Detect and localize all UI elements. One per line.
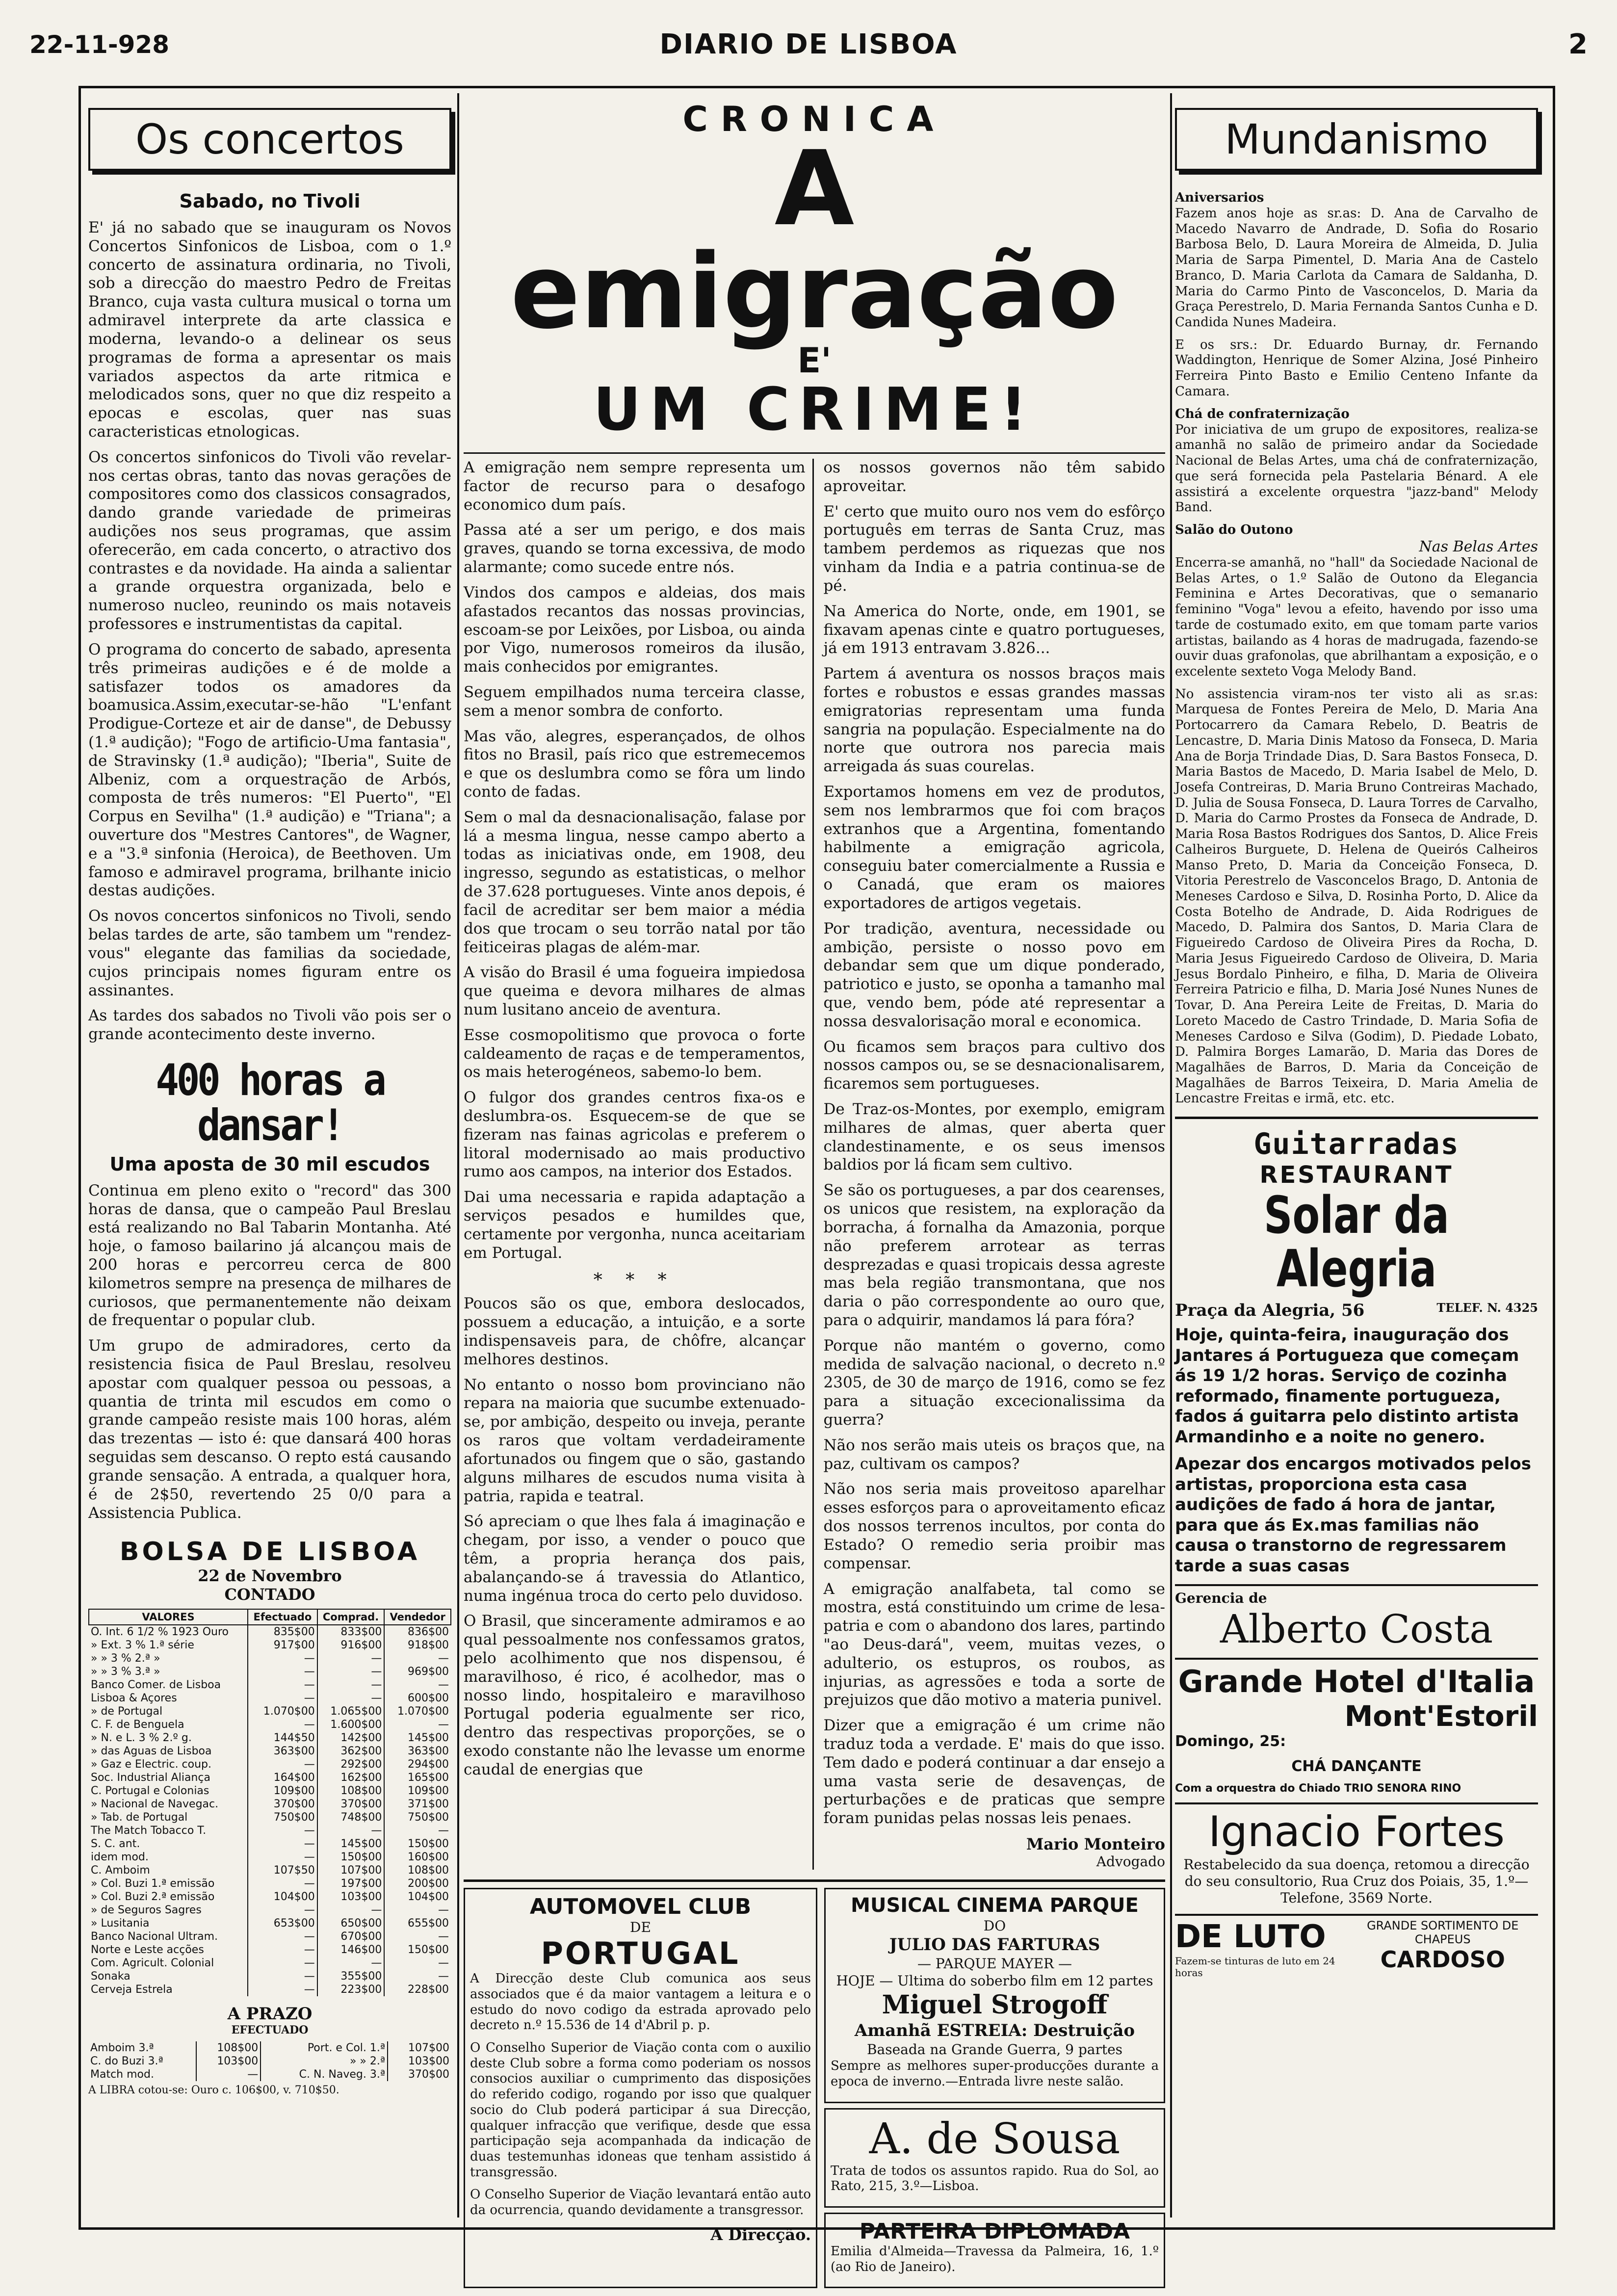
author-role: Advogado bbox=[1096, 1853, 1165, 1870]
table-cell: 109$00 bbox=[384, 1784, 451, 1798]
table-cell: » » 3 % 3.ª » bbox=[91, 1666, 160, 1678]
table-cell: Norte e Leste acções bbox=[91, 1944, 204, 1957]
automovel-paragraph: O Conselho Superior de Viação levantará então auto da ocurrencia, quando devidamente a transgressor. bbox=[470, 2187, 811, 2218]
table-row bbox=[88, 2068, 451, 2081]
cronica-column-2-wrapper bbox=[824, 459, 1166, 1870]
luto-right-text: GRANDE SORTIMENTO DE CHAPEUS bbox=[1367, 1918, 1519, 1946]
cinema-film bbox=[831, 1990, 1159, 2020]
bolsa-column-header: VALORES bbox=[89, 1609, 248, 1625]
hotel-name: Grande Hotel d'Italia bbox=[1178, 1664, 1535, 1700]
table-cell: C. Amboim bbox=[91, 1864, 150, 1877]
guitarradas-ad bbox=[1175, 1117, 1538, 1576]
table-cell: 107$50 bbox=[248, 1864, 317, 1877]
left-column bbox=[88, 93, 451, 2227]
table-cell: 146$00 bbox=[317, 1943, 385, 1957]
solar-alegria: Solar da Alegria bbox=[1264, 1185, 1449, 1299]
guitarradas-title: Guitarradas bbox=[1253, 1127, 1460, 1162]
bolsa-table bbox=[88, 1609, 451, 1996]
concertos-paragraph: Os novos concertos sinfonicos no Tivoli, sendo belas tardes de arte, são tambem um "rendez-vous" elegante das familias da sociedade, cujos principais nomes figuram entre os assinantes. bbox=[88, 907, 451, 999]
table-cell: 750$00 bbox=[248, 1811, 317, 1824]
table-cell: — bbox=[384, 1957, 451, 1970]
dansar-subtitle: Uma aposta de 30 mil escudos bbox=[109, 1153, 430, 1175]
parteira-ad bbox=[824, 2213, 1165, 2288]
luto-title: DE LUTO bbox=[1175, 1918, 1326, 1955]
sousa-text: Trata de todos os assuntos rapido. Rua do Sol, ao Rato, 215, 3.º—Lisboa. bbox=[831, 2163, 1159, 2194]
table-cell: 748$00 bbox=[317, 1811, 385, 1824]
cronica-label: CRONICA bbox=[682, 99, 946, 139]
table-cell: » » 3 % 2.ª » bbox=[91, 1652, 160, 1665]
table-cell: O. Int. 6 1/2 % 1923 Ouro bbox=[91, 1626, 229, 1639]
cronica-paragraph: Dai uma necessaria e rapida adaptação a serviços pesados e humildes que, certamente por vergonha, nunca aceitariam em Portugal. bbox=[464, 1188, 806, 1262]
table-cell: 107$00 bbox=[317, 1864, 385, 1877]
table-cell: 370$00 bbox=[388, 2068, 451, 2081]
column-rule-right bbox=[1170, 93, 1172, 2218]
table-cell: — bbox=[384, 1970, 451, 1983]
table-cell: — bbox=[317, 1824, 385, 1837]
table-row bbox=[89, 1917, 451, 1930]
table-row bbox=[89, 1639, 451, 1652]
cronica-paragraph: A visão do Brasil é uma fogueira impiedosa que queima e devora milhares de almas num lusitano anceio de aventura. bbox=[464, 964, 806, 1018]
cronica-paragraph: Por tradição, aventura, necessidade ou ambição, persiste o nosso povo em debandar sem que um dique ponderado, patriotico e justo, se oponha a tamanho mal que, vendo bem, póde até representar a nossa desvalorisação moral e economica. bbox=[823, 919, 1165, 1030]
bolsa-title: BOLSA DE LISBOA bbox=[119, 1537, 420, 1567]
cinema-ad bbox=[824, 1888, 1165, 2103]
cronica-column-1 bbox=[464, 459, 814, 1870]
table-cell: Com. Agricult. Colonial bbox=[91, 1957, 214, 1970]
automovel-de: DE bbox=[630, 1919, 651, 1936]
table-cell: 103$00 bbox=[196, 2055, 261, 2068]
cronica-paragraph: Sem o mal da desnacionalisação, falase por lá a mesma lingua, nesse campo aberto a todas as iniciativas onde, em 1908, deu ingresso, segundo as estatisticas, o melhor de 37.628 portugueses. Vinte anos depois, é facil de acreditar ser bem maior a média dos que trocam o seu torrão natal por tão feiticeiras plagas de além-mar. bbox=[464, 808, 806, 956]
table-cell: 150$00 bbox=[384, 1837, 451, 1851]
cinema-hoje: HOJE — Ultima do soberbo film em 12 partes bbox=[836, 1973, 1153, 1989]
bolsa-aprazo-table bbox=[88, 2041, 451, 2081]
table-row bbox=[89, 1731, 451, 1745]
parteira-title: PARTEIRA DIPLOMADA bbox=[859, 2218, 1130, 2244]
table-cell: 164$00 bbox=[248, 1771, 317, 1784]
luto-left bbox=[1175, 1919, 1348, 1979]
cinema-parque: — PARQUE MAYER — bbox=[917, 1956, 1072, 1972]
table-cell: 363$00 bbox=[248, 1745, 317, 1758]
table-cell: Sonaka bbox=[91, 1970, 130, 1983]
table-cell: 1.070$00 bbox=[248, 1705, 317, 1718]
table-cell: — bbox=[384, 1678, 451, 1692]
table-cell: 292$00 bbox=[317, 1758, 385, 1771]
table-row bbox=[88, 2041, 451, 2055]
cronica-paragraph: Vindos dos campos e aldeias, dos mais afastados recantos das nossas provincias, escoam-se por Leixões, por Lisboa, ou ainda por Vigo, numerosos romeiros da ilusão, mais conhecidos por emigrantes. bbox=[464, 583, 806, 676]
table-cell: — bbox=[248, 1877, 317, 1890]
table-cell: — bbox=[384, 1904, 451, 1917]
dansar-article bbox=[88, 1182, 451, 1523]
table-row bbox=[89, 1625, 451, 1639]
automovel-portugal: PORTUGAL bbox=[541, 1935, 740, 1972]
table-cell: 145$00 bbox=[317, 1837, 385, 1851]
guitarradas-text-1: Hoje, quinta-feira, inauguração dos Jantares á Portugueza que começam ás 19 1/2 horas. Serviço de cozinha reformado, finamente portugueza, fados á guitarra pelo distinto artista Armandinho e a noite no genero. bbox=[1175, 1325, 1519, 1447]
cronica-paragraph: A emigração nem sempre representa um factor de recurso para o desafogo economico dum país. bbox=[464, 459, 806, 514]
table-cell: » Col. Buzi 1.ª emissão bbox=[91, 1878, 215, 1890]
table-cell: 370$00 bbox=[317, 1798, 385, 1811]
cinema-sempre: Sempre as melhores super-producções durante a epoca de inverno.—Entrada livre neste salão. bbox=[831, 2059, 1159, 2089]
hotel-cha: CHÁ DANÇANTE bbox=[1291, 1757, 1422, 1775]
salao-heading: Salão do Outono bbox=[1175, 522, 1293, 537]
table-cell: 1.600$00 bbox=[317, 1718, 385, 1731]
table-cell: 750$00 bbox=[384, 1811, 451, 1824]
table-cell: — bbox=[248, 1692, 317, 1705]
table-cell: — bbox=[317, 1678, 385, 1692]
cronica-paragraph: O fulgor dos grandes centros fixa-os e deslumbra-os. Esquecem-se de que se fizeram nas fainas agricolas e preferem o litoral modernisado ao mais productivo rumo aos campos, na interior dos Estados. bbox=[464, 1089, 806, 1181]
table-cell: Soc. Industrial Aliança bbox=[91, 1772, 210, 1784]
table-cell: — bbox=[248, 1851, 317, 1864]
cinema-film-title: Miguel Strogoff bbox=[882, 1990, 1108, 2020]
cronica-paragraph: E' certo que muito ouro nos vem do esfôrço português em terras de Santa Cruz, mas tambem perdemos as riquezas que nos vinham da India e a patria continua-se de pé. bbox=[823, 502, 1165, 595]
concertos-paragraph: As tardes dos sabados no Tivoli vão pois ser o grande acontecimento deste inverno. bbox=[88, 1007, 451, 1044]
table-row bbox=[89, 1811, 451, 1824]
table-row bbox=[89, 1970, 451, 1983]
cinema-amanha-text: Amanhã ESTREIA: Destruição bbox=[854, 2021, 1135, 2041]
table-cell: — bbox=[248, 1652, 317, 1665]
page-number: 2 bbox=[1568, 28, 1588, 60]
table-cell: Amboim 3.ª bbox=[90, 2042, 154, 2055]
guitarradas-address-row bbox=[1175, 1301, 1538, 1320]
sousa-name: A. de Sousa bbox=[869, 2114, 1121, 2164]
table-cell: 144$50 bbox=[248, 1731, 317, 1745]
table-cell: Banco Nacional Ultram. bbox=[91, 1931, 218, 1943]
table-cell: 108$00 bbox=[196, 2041, 261, 2055]
gerencia-label: Gerencia de bbox=[1175, 1590, 1267, 1607]
table-cell: 165$00 bbox=[384, 1771, 451, 1784]
cronica-paragraph: Partem á aventura os nossos braços mais fortes e robustos e essas grandes massas emigratorias representam uma funda sangria na população. Especialmente na do norte que outrora nos parecia mais arreigada ás suas courelas. bbox=[823, 665, 1165, 776]
table-cell: 107$00 bbox=[388, 2041, 451, 2055]
table-cell: » das Aguas de Lisboa bbox=[91, 1745, 212, 1758]
bolsa-column-header: Comprad. bbox=[317, 1609, 385, 1625]
table-row bbox=[89, 1851, 451, 1864]
fortes-text: Restabelecido da sua doença, retomou a direcção do seu consultorio, Rua Cruz dos Poiais, 35, 1.º—Telefone, 3569 Norte. bbox=[1183, 1856, 1530, 1906]
table-cell: Lisboa & Açores bbox=[91, 1692, 177, 1705]
cronica-paragraph: No entanto o nosso bom provinciano não repara na maioria que sucumbe extenuado-se, por ambição, despeito ou inveja, perante os raros que voltam verdadeiramente afortunados ou fingem que o são, gastando alguns milhares de escudos numa visita à patria, rapida e teatral. bbox=[464, 1376, 806, 1505]
cronica-paragraph: Ou ficamos sem braços para cultivo dos nossos campos ou, se se desnacionalisarem, ficaremos sem portugueses. bbox=[823, 1038, 1165, 1093]
table-cell: 363$00 bbox=[384, 1745, 451, 1758]
dansar-paragraph: Continua em pleno exito o "record" das 300 horas de dansa, que o campeão Paul Breslau está realizando no Bal Tabarin Montanha. Até hoje, o famoso bailarino já alcançou mais de 200 horas e percorreu cerca de 800 kilometros sempre na presença de milhares de curiosos, que permanentemente não deixam de frequentar o popular club. bbox=[88, 1181, 451, 1330]
ads-row bbox=[464, 1879, 1165, 2288]
cinema-title: MUSICAL CINEMA PARQUE bbox=[851, 1894, 1139, 1917]
table-row bbox=[88, 2055, 451, 2068]
concertos-paragraph: Os concertos sinfonicos do Tivoli vão revelar-nos certas obras, tanto das novas gerações de compositores como dos classicos consagrados, dando grande variedade de primeiras audições nos seus programas, que assim oferecerão, em cada concerto, o atractivo dos contrastes e da novidade. Ha ainda a salientar a grande orquestra organizada, belo e numeroso nucleo, reunindo os mais notaveis professores e instrumentistas da capital. bbox=[88, 448, 451, 633]
table-row bbox=[89, 1758, 451, 1771]
right-column bbox=[1175, 93, 1538, 2227]
aniversarios-heading: Aniversarios bbox=[1175, 190, 1264, 205]
table-cell: — bbox=[196, 2068, 261, 2081]
table-cell: — bbox=[248, 1904, 317, 1917]
table-cell: » Lusitania bbox=[91, 1917, 150, 1930]
table-row bbox=[89, 1718, 451, 1731]
cinema-baseada: Baseada na Grande Guerra, 9 partes bbox=[866, 2041, 1123, 2058]
table-cell: » de Seguros Sagres bbox=[91, 1904, 202, 1917]
cronica-paragraph: Passa até a ser um perigo, e dos mais graves, quando se torna excessiva, de modo alarmante; como sucede entre nós. bbox=[464, 521, 806, 576]
concertos-section-title: Os concertos bbox=[135, 115, 404, 163]
automovel-paragraph: O Conselho Superior de Viação conta com o auxilio deste Club sobre a forma como poderiam os nossos consocios auxiliar o cumprimento das disposições do referido codigo, rogando por isso que qualquer socio do Club poderá participar á sua Direcção, qualquer infracção que verifique, desde que essa participação seja acompanhada da indicação de duas testemunhas idoneas que tenham assistido á transgressão. bbox=[470, 2040, 811, 2180]
ads-right-stack bbox=[824, 1888, 1165, 2288]
table-cell: » Ext. 3 % 1.ª série bbox=[91, 1639, 194, 1652]
table-cell: — bbox=[384, 1652, 451, 1665]
dansar-paragraph: Um grupo de admiradores, certo da resistencia fisica de Paul Breslau, resolveu apostar com qualquer pessoa ou pessoas, a quantia de trinta mil escudos em como o grande campeão resiste mais 100 horas, além das trezentas — isto é: que dansará 400 horas seguidas sem descanso. O repto está causando grande sensação. A entrada, a qualquer hora, é de 2$50, revertendo 25 0/0 para a Assistencia Publica. bbox=[88, 1337, 451, 1522]
automovel-sign: A Direcção. bbox=[710, 2225, 811, 2244]
table-row bbox=[89, 1745, 451, 1758]
table-cell: — bbox=[317, 1904, 385, 1917]
cronica-paragraph: * * * bbox=[593, 1270, 676, 1290]
cronica-body bbox=[464, 452, 1165, 1870]
mundanismo-section-title: Mundanismo bbox=[1225, 115, 1488, 163]
table-cell: — bbox=[317, 1665, 385, 1678]
bolsa-date: 22 de Novembro bbox=[198, 1566, 342, 1586]
table-cell: — bbox=[248, 1943, 317, 1957]
cronica-paragraph: Só apreciam o que lhes fala á imaginação e chegam, por isso, a vender o pouco que têm, a propria herança dos pais, abalançando-se á travessia do Atlantico, numa ingénua troca do certo pelo duvidoso. bbox=[464, 1513, 806, 1605]
table-cell: — bbox=[248, 1758, 317, 1771]
table-cell: 371$00 bbox=[384, 1798, 451, 1811]
table-cell: 917$00 bbox=[248, 1639, 317, 1652]
restaurant-label: RESTAURANT bbox=[1259, 1161, 1454, 1189]
masthead bbox=[29, 20, 1588, 74]
table-cell: C. F. de Benguela bbox=[91, 1719, 184, 1731]
table-cell: » Col. Buzi 2.ª emissão bbox=[91, 1891, 215, 1904]
bolsa-contado: CONTADO bbox=[224, 1585, 315, 1604]
bolsa-libra: A LIBRA cotou-se: Ouro c. 106$00, v. 710$50. bbox=[88, 2084, 339, 2097]
cronica-paragraph: Na America do Norte, onde, em 1901, se fixavam apenas cinte e quatro portugueses, já em 1913 entravam 3.826... bbox=[823, 602, 1165, 657]
concertos-subtitle: Sabado, no Tivoli bbox=[179, 190, 361, 212]
table-cell: C. do Buzi 3.ª bbox=[90, 2055, 163, 2068]
cronica-column-2 bbox=[824, 459, 1166, 1828]
table-row bbox=[89, 1890, 451, 1904]
table-cell: Banco Comer. de Lisboa bbox=[91, 1679, 221, 1692]
aniversarios-text: Fazem anos hoje as sr.as: D. Ana de Carvalho de Macedo Navarro de Andrade, D. Sofia do Rosario Barbosa Belo, D. Laura Moreira de Almeida, D. Julia Maria de Sarpa Pimentel, D. Maria Ana de Castelo Branco, D. Maria Carlota da Camara de Saldanha, D. Maria do Carmo Pinto de Vasconcelos, D. Maria da Graça Perestrelo, D. Maria Fernanda Santos Cunha e D. Candida Nunes Madeira. bbox=[1175, 206, 1538, 330]
table-row bbox=[89, 1665, 451, 1678]
issue-date: 22-11-928 bbox=[29, 30, 170, 59]
luto-ad bbox=[1175, 1914, 1538, 1979]
table-row bbox=[89, 1864, 451, 1877]
table-row bbox=[89, 1798, 451, 1811]
aniversarios-text-2: E os srs.: Dr. Eduardo Burnay, dr. Fernando Waddington, Henrique de Somer Alzina, José Pinheiro Ferreira Pinto Basto e Emilio Centeno Infante da Camara. bbox=[1175, 337, 1538, 399]
automovel-club-ad bbox=[464, 1888, 817, 2288]
table-cell: C. Portugal e Colonias bbox=[91, 1785, 209, 1798]
table-cell: — bbox=[317, 1957, 385, 1970]
table-cell: — bbox=[248, 1930, 317, 1943]
table-cell: 370$00 bbox=[248, 1798, 317, 1811]
newspaper-title: DIARIO DE LISBOA bbox=[659, 28, 958, 60]
table-cell: 969$00 bbox=[384, 1665, 451, 1678]
table-cell: Cerveja Estrela bbox=[91, 1983, 173, 1996]
table-cell: 103$00 bbox=[317, 1890, 385, 1904]
bolsa-efectuado: EFECTUADO bbox=[231, 2024, 309, 2037]
table-cell: — bbox=[248, 1957, 317, 1970]
table-cell: 918$00 bbox=[384, 1639, 451, 1652]
table-row bbox=[89, 1930, 451, 1943]
cronica-paragraph: Não nos serão mais uteis os braços que, na paz, cultivam os campos? bbox=[823, 1436, 1165, 1473]
center-column bbox=[464, 93, 1165, 2274]
cronica-paragraph: O Brasil, que sinceramente admiramos e ao qual pessoalmente nos confessamos gratos, pelo acolhimento que nos dispensou, é maravilhoso, é rico, é acolhedor, mas o nosso lindo, hospitaleiro e maravilhoso Portugal poderia egualmente ser rico, dentro das respectivas proporções, se o exodo constante não lhe levasse um enorme caudal de energias que bbox=[464, 1612, 806, 1778]
mundanismo-section-header bbox=[1175, 108, 1538, 171]
luto-right bbox=[1348, 1919, 1538, 1979]
table-cell: 223$00 bbox=[317, 1983, 385, 1996]
table-cell: — bbox=[384, 1824, 451, 1837]
table-row bbox=[89, 1983, 451, 1996]
dansar-headline: 400 horas a dansar! bbox=[156, 1054, 384, 1151]
table-cell: 1.065$00 bbox=[317, 1705, 385, 1718]
table-cell: 108$00 bbox=[384, 1864, 451, 1877]
table-cell: 653$00 bbox=[248, 1917, 317, 1930]
table-cell: » N. e L. 3 % 2.º g. bbox=[91, 1732, 192, 1745]
alberto-costa-ad bbox=[1175, 1584, 1538, 1652]
table-cell: — bbox=[248, 1665, 317, 1678]
table-cell: » de Portugal bbox=[91, 1705, 163, 1718]
luto-cardoso: CARDOSO bbox=[1380, 1946, 1505, 1973]
salao-text: Encerra-se amanhã, no "hall" da Sociedade Nacional de Belas Artes, o 1.º Salão de Outono da Elegancia Feminina e Artes Decorativas, que o semanario feminino "Voga" levou a efeito, havendo por isso uma tarde de costumado exito, em que tomam parte varios artistas, bailando as 4 horas de madrugada, fazendo-se ouvir duas grafonolas, que abrilhantam a exposição, e o excelente sexteto Voga Melody Band. bbox=[1175, 555, 1538, 679]
table-row bbox=[89, 1784, 451, 1798]
cronica-paragraph: Porque não mantém o governo, como medida de salvação nacional, o decreto n.º 2305, de 30 de março de 1916, como se fez para a situação excecionalissima da guerra? bbox=[823, 1336, 1165, 1429]
table-cell: 228$00 bbox=[384, 1983, 451, 1996]
cronica-paragraph: Exportamos homens em vez de produtos, sem nos lembrarmos que foi com braços extranhos que a Argentina, fomentando habilmente a emigração agricola, conseguiu bater comercialmente a Russia e o Canadá, que eram os maiores exportadores de artigos vegetais. bbox=[823, 783, 1165, 912]
table-cell: 103$00 bbox=[388, 2055, 451, 2068]
bolsa-column-header: Efectuado bbox=[248, 1609, 317, 1625]
table-cell: 833$00 bbox=[317, 1625, 385, 1639]
table-row bbox=[89, 1943, 451, 1957]
table-cell: 650$00 bbox=[317, 1917, 385, 1930]
table-row bbox=[89, 1652, 451, 1665]
table-cell: 294$00 bbox=[384, 1758, 451, 1771]
table-cell: 836$00 bbox=[384, 1625, 451, 1639]
table-cell: Match mod. bbox=[90, 2068, 154, 2081]
table-cell: — bbox=[248, 1718, 317, 1731]
table-cell: — bbox=[248, 1824, 317, 1837]
table-cell: 1.070$00 bbox=[384, 1705, 451, 1718]
concertos-article bbox=[88, 219, 451, 1044]
table-row bbox=[89, 1771, 451, 1784]
bolsa-aprazo-title: A PRAZO bbox=[227, 2004, 313, 2024]
cha-text: Por iniciativa de um grupo de expositores, realiza-se amanhã no salão de primeiro andar da Sociedade Nacional de Belas Artes, uma chá de confraternização, que será fornecida pela Pastelaria Bénard. A ele assistirá a excelente orquestra "jazz-band" Melody Band. bbox=[1175, 422, 1538, 515]
table-row bbox=[89, 1837, 451, 1851]
table-cell: 200$00 bbox=[384, 1877, 451, 1890]
table-cell: 362$00 bbox=[317, 1745, 385, 1758]
table-cell: 108$00 bbox=[317, 1784, 385, 1798]
table-cell: 145$00 bbox=[384, 1731, 451, 1745]
table-cell: — bbox=[248, 1983, 317, 1996]
table-row bbox=[89, 1692, 451, 1705]
cronica-paragraph: Poucos são os que, embora deslocados, possuem a educação, a intuição, e a sorte indispensaveis para, de chôfre, alcançar melhores destinos. bbox=[464, 1295, 806, 1368]
table-cell: » Nacional de Navegac. bbox=[91, 1798, 219, 1811]
table-cell: — bbox=[317, 1692, 385, 1705]
table-cell: 600$00 bbox=[384, 1692, 451, 1705]
hotel-orquestra: Com a orquestra do Chiado TRIO SENORA RINO bbox=[1175, 1782, 1461, 1795]
table-cell: 160$00 bbox=[384, 1851, 451, 1864]
table-cell: » Gaz e Electric. coup. bbox=[91, 1758, 212, 1771]
cronica-paragraph: Esse cosmopolitismo que provoca o forte caldeamento de raças e de temperamentos, os mais heterogéneos, sabemo-lo bem. bbox=[464, 1026, 806, 1081]
cronica-paragraph: Se são os portugueses, a par dos cearenses, os unicos que resistem, na exploração da borracha, á fornalha da Amazonia, porque não preferem arrotear as terras desprezadas e quasi tropicais dessa agreste mas bela região transmontana, que nos daria o pão correspondente ao ouro que, para o adquirir, mandamos lá para fóra? bbox=[823, 1181, 1165, 1329]
table-cell: 835$00 bbox=[248, 1625, 317, 1639]
table-cell: — bbox=[248, 1678, 317, 1692]
table-row bbox=[89, 1705, 451, 1718]
table-cell: idem mod. bbox=[91, 1851, 149, 1864]
table-row bbox=[89, 1824, 451, 1837]
sousa-ad bbox=[824, 2108, 1165, 2208]
table-cell: » Tab. de Portugal bbox=[91, 1811, 188, 1824]
table-cell: — bbox=[317, 1652, 385, 1665]
table-row bbox=[89, 1957, 451, 1970]
cronica-paragraph: os nossos governos não têm sabido aproveitar. bbox=[823, 459, 1165, 495]
cinema-amanha bbox=[831, 2021, 1159, 2040]
hotel-location: Mont'Estoril bbox=[1344, 1699, 1538, 1733]
table-cell: 104$00 bbox=[248, 1890, 317, 1904]
parteira-text: Emilia d'Almeida—Travessa da Palmeira, 16, 1.º (ao Rio de Janeiro). bbox=[831, 2244, 1159, 2274]
cinema-julio-text: JULIO DAS FARTURAS bbox=[889, 1935, 1100, 1955]
concertos-section-header bbox=[88, 108, 451, 171]
author-name: Mario Monteiro bbox=[1026, 1835, 1165, 1854]
table-row bbox=[89, 1877, 451, 1890]
cinema-julio bbox=[831, 1935, 1159, 1955]
hotel-domingo: Domingo, 25: bbox=[1175, 1733, 1286, 1750]
table-cell: 109$00 bbox=[248, 1784, 317, 1798]
cronica-paragraph: De Traz-os-Montes, por exemplo, emigram milhares de almas, quer aberta quer clandestinamente, e os seus imensos baldios por lá ficam sem cultivo. bbox=[823, 1100, 1165, 1174]
fortes-name: Ignacio Fortes bbox=[1208, 1807, 1505, 1857]
luto-small: Fazem-se tinturas de luto em 24 horas bbox=[1175, 1955, 1335, 1979]
table-row bbox=[89, 1678, 451, 1692]
main-headline-e: E' bbox=[797, 340, 832, 381]
cronica-paragraph: Mas vão, alegres, esperançados, de olhos fitos no Brasil, país rico que estremecemos e que os deslumbra como se fôra um lindo conto de fadas. bbox=[464, 727, 806, 801]
alberto-costa-name: Alberto Costa bbox=[1220, 1606, 1493, 1652]
table-cell: The Match Tobacco T. bbox=[91, 1825, 207, 1837]
table-cell: — bbox=[384, 1718, 451, 1731]
table-cell: 142$00 bbox=[317, 1731, 385, 1745]
table-cell: 655$00 bbox=[384, 1917, 451, 1930]
table-row bbox=[89, 1904, 451, 1917]
fortes-ad bbox=[1175, 1802, 1538, 1906]
table-cell: 916$00 bbox=[317, 1639, 385, 1652]
guitarradas-address: Praça da Alegria, 56 bbox=[1175, 1301, 1365, 1321]
cinema-do: DO bbox=[983, 1918, 1006, 1934]
table-cell: C. N. Naveg. 3.ª bbox=[261, 2068, 388, 2081]
main-headline: A emigração bbox=[510, 129, 1119, 352]
table-cell: 670$00 bbox=[317, 1930, 385, 1943]
guitarradas-phone: TELEF. N. 4325 bbox=[1436, 1301, 1538, 1315]
hotel-ad bbox=[1175, 1658, 1538, 1796]
column-rule-left bbox=[457, 93, 459, 2218]
table-cell: 197$00 bbox=[317, 1877, 385, 1890]
cha-heading: Chá de confraternização bbox=[1175, 406, 1350, 421]
table-cell: 150$00 bbox=[317, 1851, 385, 1864]
cronica-paragraph: Dizer que a emigração é um crime não traduz toda a verdade. E' mais do que isso. Tem dado e poderá continuar a dar ensejo a uma vasta serie de desavenças, de perturbações e de praticas que sempre foram punidas pelas nossas leis penaes. bbox=[823, 1717, 1165, 1827]
concertos-paragraph: E' já no sabado que se inauguram os Novos Concertos Sinfonicos de Lisboa, com o 1.º concerto de assinatura ordinaria, no Tivoli, sob a direcção do maestro Pedro de Freitas Branco, cuja vasta cultura musical o torna um admiravel interprete da arte classica e moderna, levando-o a delinear os seus programas de forma a apresentar os mais variados aspectos da arte ritmica e melodicados sons, quer no que diz respeito a epocas e escolas, quer nas suas caracteristicas etnologicas. bbox=[88, 219, 451, 441]
automovel-text bbox=[470, 1971, 811, 2218]
belas-artes-heading: Nas Belas Artes bbox=[1419, 538, 1538, 555]
table-cell: 162$00 bbox=[317, 1771, 385, 1784]
table-cell: Port. e Col. 1.ª bbox=[261, 2041, 388, 2055]
table-cell: — bbox=[248, 1837, 317, 1851]
table-cell: S. C. ant. bbox=[91, 1838, 140, 1851]
table-cell: — bbox=[248, 1970, 317, 1983]
cronica-paragraph: A emigração analfabeta, tal como se mostra, está constituindo um crime de lesa-patria e com o abandono dos lares, partindo "ao Deus-dará", veem, muitas vezes, o adulterio, os estupros, os roubos, as injurias, as agressões e toda a sorte de prejuizos que dão motivo a materia punivel. bbox=[823, 1580, 1165, 1709]
main-headline-crime: UM CRIME! bbox=[593, 376, 1036, 444]
table-cell: » » 2.ª bbox=[261, 2055, 388, 2068]
cronica-paragraph: Não nos seria mais proveitoso aparelhar esses esforços para o aproveitamento eficaz dos nossos terrenos incultos, por conta do Estado? O remedio seria proibir mas compensar. bbox=[823, 1480, 1165, 1572]
automovel-title: AUTOMOVEL CLUB bbox=[529, 1894, 752, 1920]
concertos-paragraph: O programa do concerto de sabado, apresenta três primeiras audições e é de molde a satisfazer todos os amadores da boamusica.Assim,executar-se-hão "L'enfant Prodigue-Corteze et air de danse", de Debussy (1.ª audição); "Fogo de artificio-Uma fantasia", de Stravinsky (1.ª audição); "Iberia", Suite de Albeniz, com a orquestração de Arbós, composta de três numeros: "El Puerto", "El Corpus en Sevilha" (1.ª audição) e "Triana"; a ouverture dos "Mestres Cantores", de Wagner, e a "3.ª sinfonia (Heroica), de Beethoven. Um famoso e admiravel programa, brilhante inicio destas audições. bbox=[88, 640, 451, 900]
visitas-text: No assistencia viram-nos ter visto ali as sr.as: Marquesa de Fontes Pereira de Melo, D. Maria Ana Portocarrero da Camara Rebelo, D. Beatris de Lencastre, D. Maria Dinis Matoso da Fonseca, D. Maria Ana de Borja Trindade Dias, D. Sara Bastos Fonseca, D. Maria Bastos de Macedo, D. Maria Isabel de Melo, D. Josefa Contreiras, D. Maria Bruno Contreiras Machado, D. Julia de Sousa Fonseca, D. Laura Torres de Carvalho, D. Maria do Carmo Prostes da Fonseca de Andrade, D. Maria Rosa Bastos Rodrigues dos Santos, D. Alice Freis Calheiros Burguete, D. Helena de Queirós Calheiros Manso Preto, D. Maria da Conceição Fonseca, D. Vitoria Perestrelo de Vasconcelos Brago, D. Antonia de Meneses Cardoso e Silva, D. Rosinha Porto, D. Alice da Costa Botelho de Andrade, D. Aida Rodrigues de Macedo, D. Palmira dos Santos, D. Maria Clara de Figueiredo Cardoso de Oliveira Pires da Rocha, D. Maria Jesus Figueiredo Cardoso de Oliveira, D. Maria Jesus Bordalo Pinheiro, e filha, D. Maria de Oliveira Ferreira Patricio e filha, D. Maria José Nunes Nunes de Tovar, D. Ana Pereira Leite de Freitas, D. Maria do Loreto Macedo de Castro Trindade, D. Maria Sofia de Meneses Cardoso e Silva (Godim), D. Piedade Lobato, D. Palmira Borges Lamarão, D. Maria das Dores de Magalhães de Barros, D. Maria da Conceição de Magalhães de Barros Teixeira, D. Maria Amelia de Lencastre Freitas e irmã, etc. etc. bbox=[1175, 686, 1538, 1106]
table-cell: 104$00 bbox=[384, 1890, 451, 1904]
automovel-paragraph: A Direcção deste Club comunica aos seus associados que é da maior vantagem a leitura e o estudo do novo codigo da estrada aprovado pelo decreto n.º 15.536 de 14 d'Abril p. p. bbox=[470, 1971, 811, 2033]
table-cell: — bbox=[384, 1930, 451, 1943]
bolsa-column-header: Vendedor bbox=[384, 1609, 451, 1625]
guitarradas-text-2: Apezar dos encargos motivados pelos artistas, proporciona esta casa audições de fado á hora de jantar, para que ás Ex.mas familias não causa o transtorno de regressarem tarde a suas casas bbox=[1175, 1454, 1531, 1576]
table-cell: 150$00 bbox=[384, 1943, 451, 1957]
table-cell: 355$00 bbox=[317, 1970, 385, 1983]
cronica-paragraph: Seguem empilhados numa terceira classe, sem a menor sombra de conforto. bbox=[464, 683, 806, 720]
